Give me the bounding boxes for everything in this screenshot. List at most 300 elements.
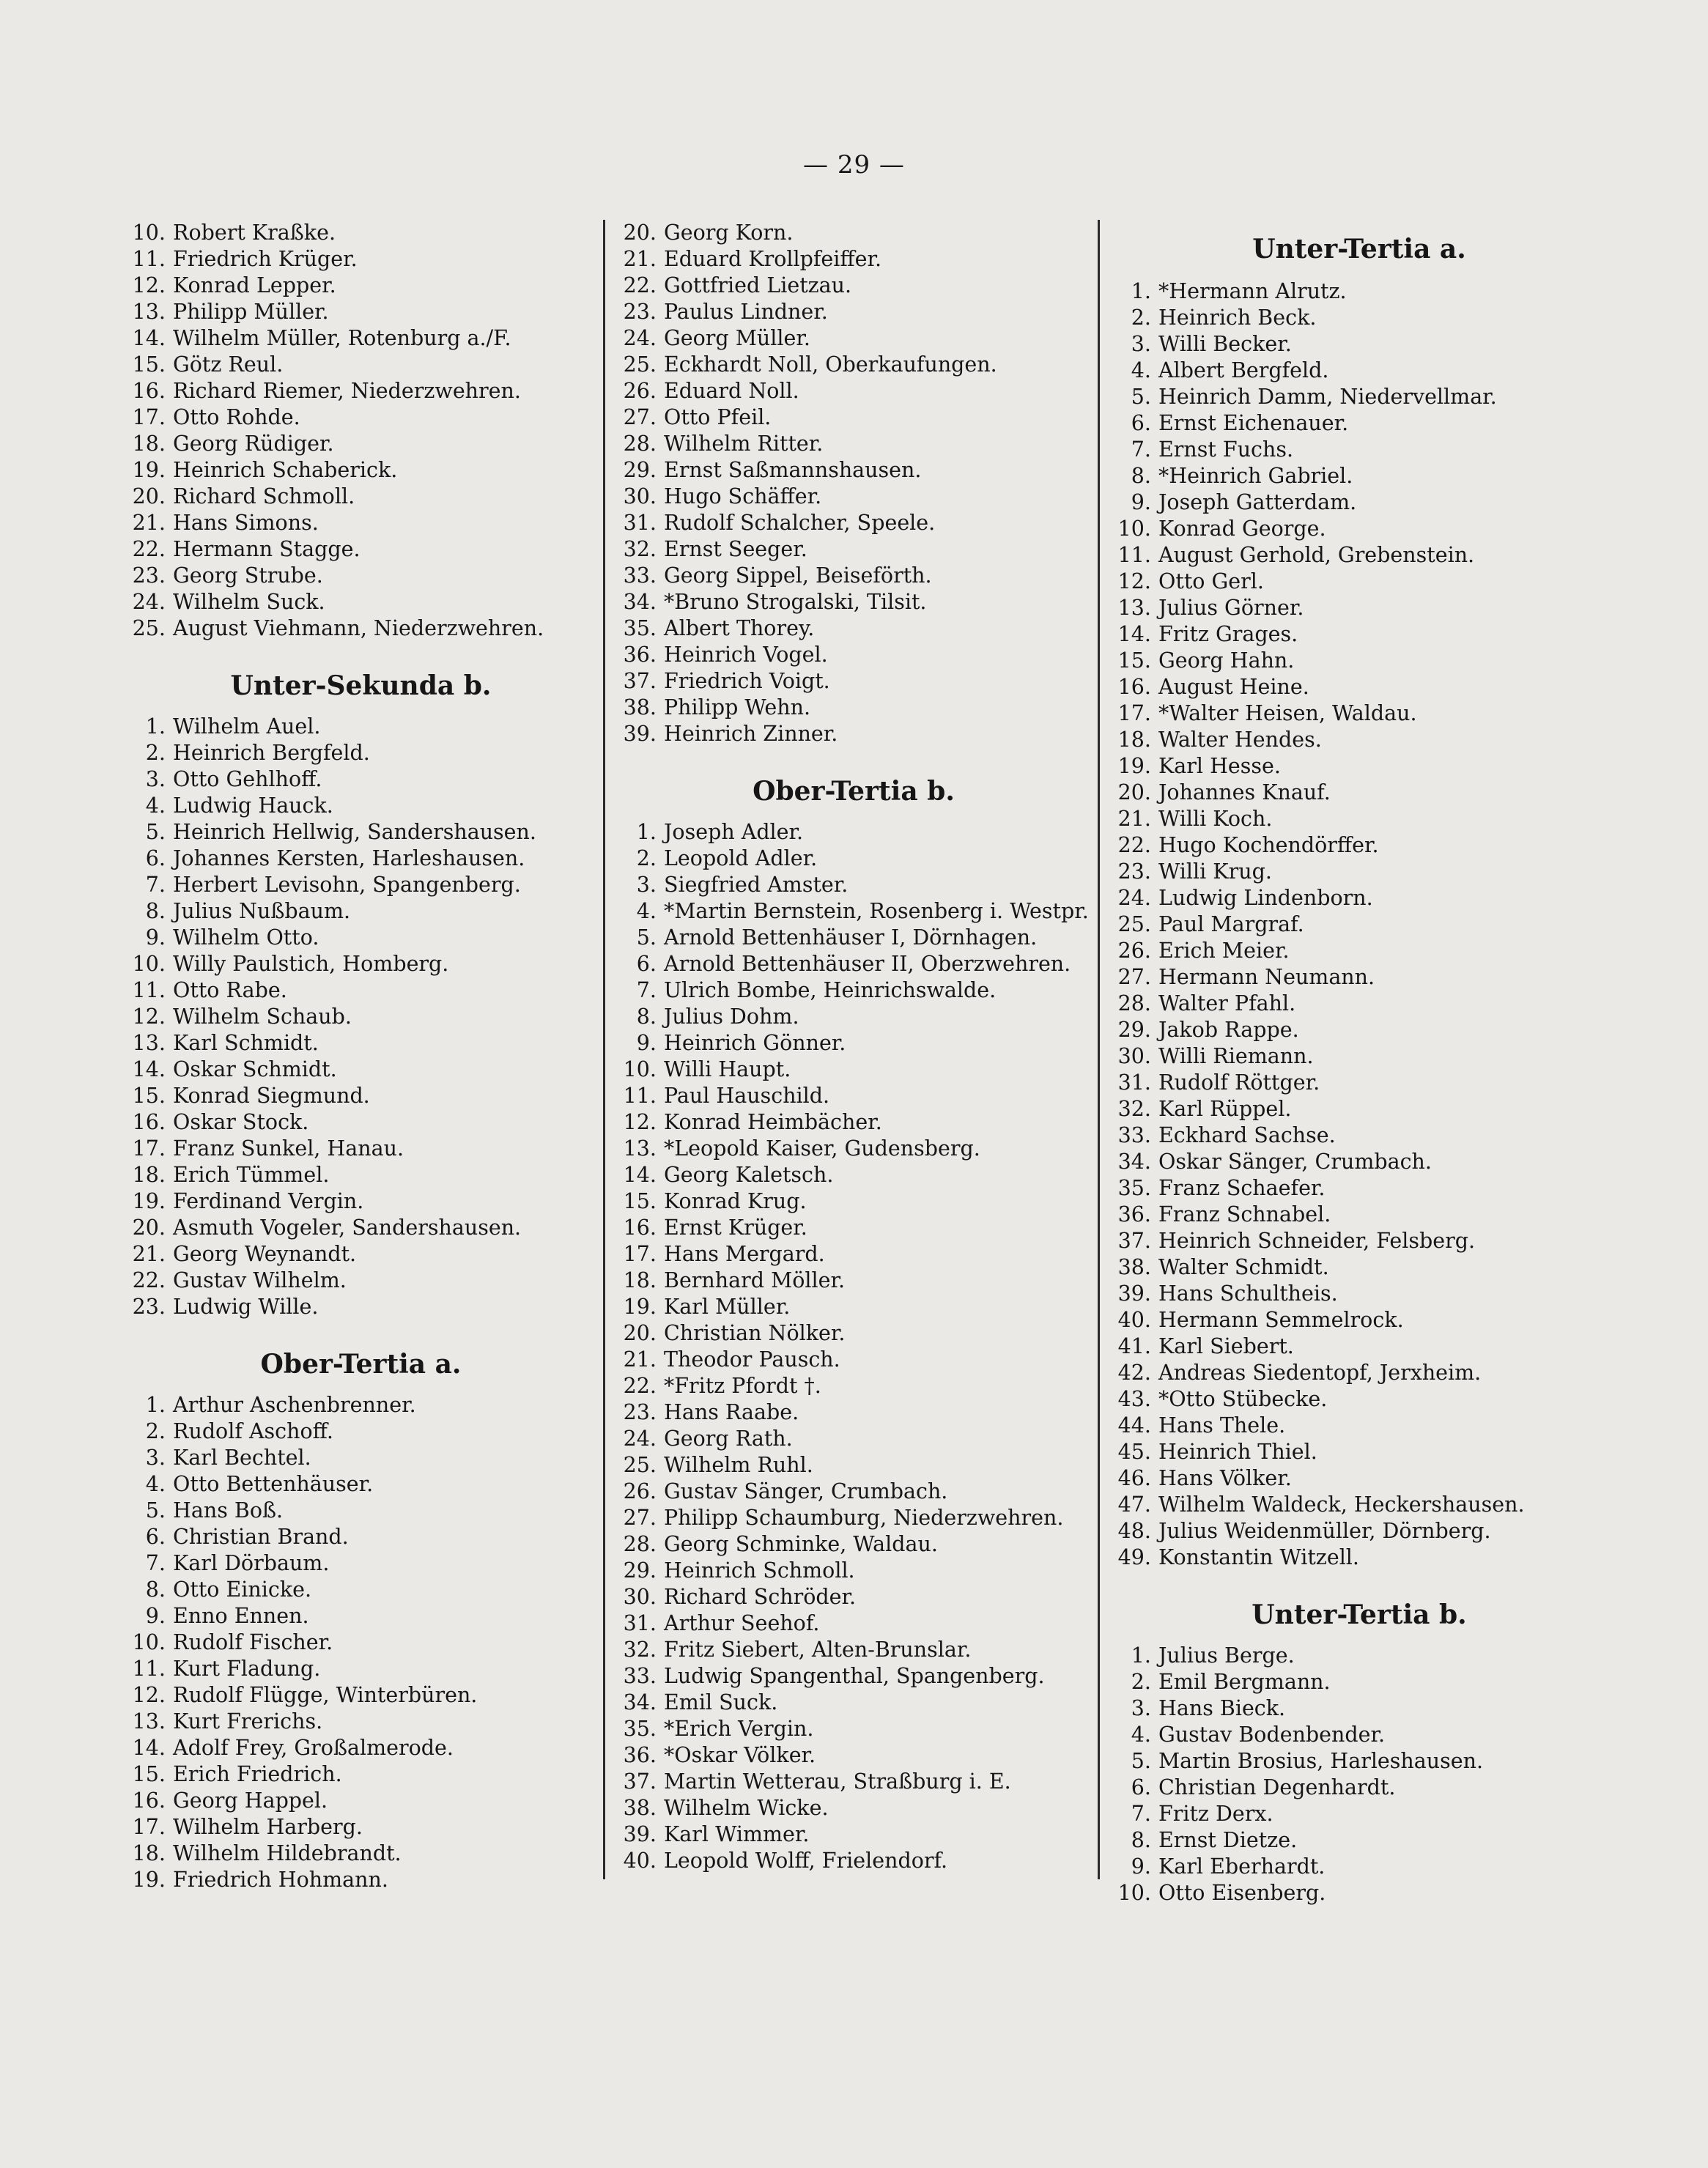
entry-number: 38. <box>623 1796 657 1820</box>
entry-number: 20. <box>1117 780 1151 804</box>
list-item <box>1110 1722 1608 1748</box>
student-name: Georg Sippel, Beiseförth. <box>664 563 932 588</box>
list-item <box>125 1867 597 1893</box>
student-name: Franz Schaefer. <box>1158 1176 1326 1200</box>
list-item <box>125 589 597 615</box>
entry-number: 38. <box>1117 1255 1151 1279</box>
entry-number: 29. <box>1117 1018 1151 1042</box>
entry-number: 29. <box>623 1558 657 1583</box>
column-2 <box>615 220 1092 1874</box>
entry-number: 31. <box>1117 1070 1151 1095</box>
student-name: Johannes Kersten, Harleshausen. <box>173 846 525 870</box>
list-item <box>1110 991 1608 1017</box>
entry-number: 12. <box>1117 569 1151 593</box>
entry-number: 37. <box>1117 1229 1151 1253</box>
student-name: Kurt Frerichs. <box>173 1709 323 1734</box>
list-item <box>125 819 597 846</box>
list-item <box>125 1471 597 1498</box>
list-item <box>615 977 1092 1004</box>
entry-number: 32. <box>623 537 657 561</box>
entry-number: 4. <box>145 1472 166 1496</box>
list-item <box>615 1610 1092 1637</box>
list-item <box>615 1479 1092 1505</box>
list-item <box>615 721 1092 747</box>
list-item <box>125 457 597 484</box>
list-item <box>615 431 1092 457</box>
entry-number: 13. <box>623 1136 657 1161</box>
entry-number: 13. <box>132 1031 166 1055</box>
student-name: Hugo Schäffer. <box>664 484 822 508</box>
student-name: Karl Rüppel. <box>1158 1097 1292 1121</box>
student-name: Wilhelm Otto. <box>173 925 319 950</box>
entry-number: 16. <box>132 379 166 403</box>
entry-number: 12. <box>132 1005 166 1029</box>
student-name: Heinrich Schmoll. <box>664 1558 855 1583</box>
list-item <box>1110 885 1608 911</box>
list-item <box>615 299 1092 325</box>
list-item <box>125 1761 597 1788</box>
student-name: Wilhelm Suck. <box>173 590 325 614</box>
entry-number: 26. <box>623 379 657 403</box>
list-item <box>615 1558 1092 1584</box>
entry-number: 6. <box>636 952 657 976</box>
student-name: Friedrich Voigt. <box>664 669 830 693</box>
student-name: *Oskar Völker. <box>664 1743 816 1767</box>
entry-number: 17. <box>132 405 166 429</box>
student-name: *Bruno Strogalski, Tilsit. <box>664 590 927 614</box>
student-name: Rudolf Röttger. <box>1158 1070 1320 1095</box>
entry-number: 4. <box>145 793 166 818</box>
student-name: Andreas Siedentopf, Jerxheim. <box>1158 1361 1482 1385</box>
list-item <box>615 1268 1092 1294</box>
list-item <box>125 1603 597 1629</box>
student-name: Heinrich Beck. <box>1158 306 1317 330</box>
student-list <box>125 714 597 1320</box>
entry-number: 3. <box>145 767 166 791</box>
student-name: August Viehmann, Niederzwehren. <box>173 616 544 640</box>
entry-number: 14. <box>132 1736 166 1760</box>
list-item <box>1110 1122 1608 1149</box>
list-item <box>1110 1880 1608 1906</box>
student-name: Martin Wetterau, Straßburg i. E. <box>664 1769 1011 1794</box>
entry-number: 5. <box>145 820 166 844</box>
entry-number: 34. <box>623 590 657 614</box>
student-name: Willi Krug. <box>1158 859 1272 884</box>
entry-number: 43. <box>1117 1387 1151 1411</box>
student-name: Gustav Sänger, Crumbach. <box>664 1479 948 1503</box>
student-name: Karl Schmidt. <box>173 1031 319 1055</box>
student-name: Ernst Fuchs. <box>1158 437 1294 462</box>
student-name: Rudolf Fischer. <box>173 1630 333 1654</box>
list-item <box>125 1030 597 1057</box>
list-item <box>1110 1360 1608 1386</box>
entry-number: 39. <box>1117 1281 1151 1306</box>
column-3 <box>1110 220 1608 1906</box>
entry-number: 15. <box>132 1762 166 1786</box>
list-item <box>1110 305 1608 331</box>
student-name: Ernst Seeger. <box>664 537 807 561</box>
student-name: Richard Riemer, Niederzwehren. <box>173 379 521 403</box>
entry-number: 24. <box>623 1427 657 1451</box>
student-name: August Gerhold, Grebenstein. <box>1158 543 1475 567</box>
entry-number: 5. <box>145 1498 166 1523</box>
student-name: Heinrich Vogel. <box>664 643 828 667</box>
student-name: Paulus Lindner. <box>664 300 828 324</box>
entry-number: 15. <box>623 1189 657 1213</box>
list-item <box>615 1821 1092 1848</box>
student-name: Hans Mergard. <box>664 1242 825 1266</box>
entry-number: 4. <box>1131 358 1151 382</box>
list-item <box>125 846 597 872</box>
list-item <box>1110 648 1608 674</box>
student-name: Heinrich Schaberick. <box>173 458 398 482</box>
list-item <box>125 1709 597 1735</box>
student-name: Arthur Seehof. <box>664 1611 820 1635</box>
list-item <box>125 951 597 977</box>
student-name: Walter Pfahl. <box>1158 991 1296 1015</box>
student-name: Albert Bergfeld. <box>1158 358 1329 382</box>
student-name: Hans Völker. <box>1158 1466 1292 1490</box>
student-name: Oskar Sänger, Crumbach. <box>1158 1150 1432 1174</box>
entry-number: 23. <box>623 300 657 324</box>
list-item <box>615 220 1092 246</box>
class-section <box>1110 1571 1608 1906</box>
list-item <box>125 299 597 325</box>
student-name: August Heine. <box>1158 675 1309 699</box>
entry-number: 22. <box>132 1268 166 1292</box>
student-name: Hans Thele. <box>1158 1413 1286 1438</box>
list-item <box>615 1531 1092 1558</box>
entry-number: 5. <box>1131 1749 1151 1773</box>
entry-number: 39. <box>623 722 657 746</box>
entry-number: 13. <box>132 1709 166 1734</box>
entry-number: 19. <box>623 1295 657 1319</box>
student-name: Adolf Frey, Großalmerode. <box>173 1736 454 1760</box>
student-name: Ferdinand Vergin. <box>173 1189 364 1213</box>
student-name: Hermann Stagge. <box>173 537 361 561</box>
list-item <box>125 484 597 510</box>
student-name: *Otto Stübecke. <box>1158 1387 1328 1411</box>
student-name: Christian Nölker. <box>664 1321 846 1345</box>
entry-number: 6. <box>1131 1775 1151 1799</box>
entry-number: 23. <box>623 1400 657 1424</box>
student-name: Heinrich Gönner. <box>664 1031 846 1055</box>
entry-number: 38. <box>623 695 657 719</box>
student-name: Albert Thorey. <box>664 616 815 640</box>
list-item <box>615 1716 1092 1742</box>
student-name: Joseph Gatterdam. <box>1158 490 1357 514</box>
list-item <box>1110 1854 1608 1880</box>
list-item <box>615 1505 1092 1531</box>
list-item <box>1110 1439 1608 1465</box>
student-name: Konrad Krug. <box>664 1189 807 1213</box>
list-item <box>125 1550 597 1577</box>
entry-number: 15. <box>132 352 166 377</box>
list-item <box>1110 1307 1608 1333</box>
list-item <box>1110 1748 1608 1775</box>
student-name: Karl Wimmer. <box>664 1822 810 1846</box>
entry-number: 25. <box>1117 912 1151 936</box>
entry-number: 8. <box>636 1005 657 1029</box>
column-1 <box>125 220 597 1893</box>
student-name: Christian Degenhardt. <box>1158 1775 1396 1799</box>
list-item <box>1110 278 1608 305</box>
student-name: Hugo Kochendörffer. <box>1158 833 1379 857</box>
list-item <box>125 1418 597 1445</box>
list-item <box>1110 1254 1608 1281</box>
student-name: Arthur Aschenbrenner. <box>173 1393 416 1417</box>
entry-number: 40. <box>623 1849 657 1873</box>
student-name: Wilhelm Müller, Rotenburg a./F. <box>173 326 511 350</box>
entry-number: 7. <box>145 873 166 897</box>
entry-number: 28. <box>623 432 657 456</box>
student-name: Oskar Schmidt. <box>173 1057 337 1081</box>
student-name: Konrad Siegmund. <box>173 1084 370 1108</box>
student-name: Georg Weynandt. <box>173 1242 357 1266</box>
list-item <box>1110 489 1608 516</box>
entry-number: 33. <box>623 1664 657 1688</box>
entry-number: 17. <box>623 1242 657 1266</box>
student-list <box>125 1392 597 1893</box>
student-list <box>1110 278 1608 1571</box>
list-item <box>615 615 1092 642</box>
entry-number: 46. <box>1117 1466 1151 1490</box>
list-item <box>125 615 597 642</box>
list-item <box>1110 1281 1608 1307</box>
entry-number: 21. <box>132 511 166 535</box>
list-item <box>125 1629 597 1656</box>
list-item <box>1110 1492 1608 1518</box>
student-name: Georg Schminke, Waldau. <box>664 1532 938 1556</box>
entry-number: 33. <box>1117 1123 1151 1147</box>
student-name: Georg Rath. <box>664 1427 793 1451</box>
page-number: — 29 — <box>803 150 905 180</box>
list-item <box>615 1083 1092 1109</box>
entry-number: 33. <box>623 563 657 588</box>
student-name: Paul Hauschild. <box>664 1084 830 1108</box>
student-name: Georg Strube. <box>173 563 323 588</box>
entry-number: 2. <box>1131 306 1151 330</box>
student-name: Ludwig Spangenthal, Spangenberg. <box>664 1664 1045 1688</box>
list-item <box>615 1584 1092 1610</box>
list-item <box>615 1215 1092 1241</box>
student-name: Hermann Neumann. <box>1158 965 1375 989</box>
entry-number: 6. <box>1131 411 1151 435</box>
entry-number: 8. <box>145 1577 166 1602</box>
student-name: Arnold Bettenhäuser I, Dörnhagen. <box>664 925 1038 950</box>
entry-number: 44. <box>1117 1413 1151 1438</box>
list-item <box>125 352 597 378</box>
list-item <box>1110 1695 1608 1722</box>
entry-number: 4. <box>1131 1723 1151 1747</box>
section-heading: Unter-Sekunda b. <box>230 670 492 701</box>
entry-number: 31. <box>623 511 657 535</box>
student-name: Otto Bettenhäuser. <box>173 1472 374 1496</box>
entry-number: 1. <box>636 820 657 844</box>
entry-number: 7. <box>1131 1802 1151 1826</box>
column-divider <box>603 220 605 1879</box>
list-item <box>125 404 597 431</box>
student-name: Wilhelm Schaub. <box>173 1005 352 1029</box>
student-name: Bernhard Möller. <box>664 1268 846 1292</box>
entry-number: 21. <box>1117 807 1151 831</box>
list-item <box>125 1268 597 1294</box>
list-item <box>615 1030 1092 1057</box>
student-name: Franz Sunkel, Hanau. <box>173 1136 404 1161</box>
list-item <box>1110 832 1608 859</box>
student-name: Gottfried Lietzau. <box>664 273 852 297</box>
student-name: Karl Müller. <box>664 1295 791 1319</box>
student-name: Rudolf Flügge, Winterbüren. <box>173 1683 478 1707</box>
student-name: Eckhardt Noll, Oberkaufungen. <box>664 352 997 377</box>
list-item <box>1110 595 1608 621</box>
entry-number: 17. <box>132 1815 166 1839</box>
student-name: Wilhelm Hildebrandt. <box>173 1841 402 1865</box>
student-list <box>615 819 1092 1874</box>
list-item <box>615 846 1092 872</box>
entry-number: 1. <box>1131 1643 1151 1668</box>
list-item <box>615 1373 1092 1399</box>
student-name: Eduard Noll. <box>664 379 799 403</box>
entry-number: 41. <box>1117 1334 1151 1358</box>
section-heading: Ober-Tertia a. <box>260 1349 462 1380</box>
student-name: Konstantin Witzell. <box>1158 1545 1359 1569</box>
list-item <box>125 1577 597 1603</box>
student-name: Ernst Eichenauer. <box>1158 411 1349 435</box>
entry-number: 39. <box>623 1822 657 1846</box>
entry-number: 12. <box>132 1683 166 1707</box>
entry-number: 9. <box>1131 490 1151 514</box>
entry-number: 10. <box>132 1630 166 1654</box>
entry-number: 27. <box>1117 965 1151 989</box>
student-name: Friedrich Hohmann. <box>173 1868 388 1892</box>
entry-number: 11. <box>132 1657 166 1681</box>
student-name: Karl Siebert. <box>1158 1334 1294 1358</box>
entry-number: 37. <box>623 1769 657 1794</box>
list-item <box>615 246 1092 273</box>
entry-number: 24. <box>1117 886 1151 910</box>
list-item <box>1110 911 1608 938</box>
student-name: Walter Schmidt. <box>1158 1255 1329 1279</box>
student-name: Konrad Heimbächer. <box>664 1110 882 1134</box>
student-list <box>1110 1643 1608 1906</box>
student-name: Wilhelm Wicke. <box>664 1796 829 1820</box>
list-item <box>125 793 597 819</box>
entry-number: 2. <box>145 741 166 765</box>
entry-number: 30. <box>623 1585 657 1609</box>
list-item <box>125 1162 597 1188</box>
section-heading: Unter-Tertia b. <box>1252 1599 1467 1630</box>
student-name: Wilhelm Ritter. <box>664 432 824 456</box>
entry-number: 4. <box>636 899 657 923</box>
entry-number: 18. <box>623 1268 657 1292</box>
list-item <box>1110 542 1608 569</box>
list-item <box>615 457 1092 484</box>
student-name: *Heinrich Gabriel. <box>1158 464 1353 488</box>
student-name: Willi Becker. <box>1158 332 1292 356</box>
student-name: Erich Tümmel. <box>173 1163 330 1187</box>
list-item <box>125 977 597 1004</box>
student-name: Ernst Dietze. <box>1158 1828 1298 1852</box>
list-item <box>615 1663 1092 1690</box>
list-item <box>615 510 1092 536</box>
entry-number: 3. <box>145 1446 166 1470</box>
entry-number: 30. <box>1117 1044 1151 1068</box>
entry-number: 36. <box>623 643 657 667</box>
entry-number: 23. <box>1117 859 1151 884</box>
list-item <box>1110 1070 1608 1096</box>
entry-number: 22. <box>132 537 166 561</box>
entry-number: 3. <box>1131 1696 1151 1720</box>
student-name: Philipp Schaumburg, Niederzwehren. <box>664 1506 1064 1530</box>
entry-number: 30. <box>623 484 657 508</box>
list-item <box>125 1656 597 1682</box>
student-name: Rudolf Aschoff. <box>173 1419 333 1443</box>
entry-number: 9. <box>145 925 166 950</box>
student-name: Leopold Adler. <box>664 846 818 870</box>
entry-number: 23. <box>132 563 166 588</box>
student-name: Wilhelm Auel. <box>173 714 321 739</box>
entry-number: 45. <box>1117 1440 1151 1464</box>
entry-number: 35. <box>1117 1176 1151 1200</box>
entry-number: 21. <box>623 247 657 271</box>
list-item <box>615 1769 1092 1795</box>
student-name: Joseph Adler. <box>664 820 804 844</box>
list-item <box>615 1162 1092 1188</box>
entry-number: 20. <box>132 1216 166 1240</box>
list-item <box>615 1795 1092 1821</box>
student-name: Heinrich Thiel. <box>1158 1440 1317 1464</box>
list-item <box>125 431 597 457</box>
entry-number: 18. <box>1117 728 1151 752</box>
student-name: *Leopold Kaiser, Gudensberg. <box>664 1136 980 1161</box>
student-name: Hans Boß. <box>173 1498 284 1523</box>
list-item <box>1110 1202 1608 1228</box>
list-item <box>615 1004 1092 1030</box>
list-item <box>615 352 1092 378</box>
student-name: Johannes Knauf. <box>1158 780 1331 804</box>
entry-number: 17. <box>132 1136 166 1161</box>
student-name: Konrad Lepper. <box>173 273 336 297</box>
list-item <box>615 642 1092 668</box>
student-name: *Erich Vergin. <box>664 1717 814 1741</box>
student-name: Philipp Wehn. <box>664 695 811 719</box>
list-item <box>615 1690 1092 1716</box>
student-name: Otto Rohde. <box>173 405 300 429</box>
entry-number: 9. <box>636 1031 657 1055</box>
student-name: Richard Schröder. <box>664 1585 857 1609</box>
entry-number: 17. <box>1117 701 1151 725</box>
list-item <box>1110 516 1608 542</box>
list-item <box>125 1083 597 1109</box>
list-item <box>125 1498 597 1524</box>
entry-number: 11. <box>132 978 166 1002</box>
student-name: Gustav Wilhelm. <box>173 1268 347 1292</box>
list-item <box>125 1445 597 1471</box>
entry-number: 21. <box>132 1242 166 1266</box>
list-item <box>1110 938 1608 964</box>
student-name: Ulrich Bombe, Heinrichswalde. <box>664 978 997 1002</box>
list-item <box>615 1399 1092 1426</box>
student-name: Heinrich Zinner. <box>664 722 838 746</box>
student-name: Paul Margraf. <box>1158 912 1304 936</box>
class-section <box>125 1320 597 1893</box>
student-name: Wilhelm Harberg. <box>173 1815 363 1839</box>
entry-number: 15. <box>1117 648 1151 673</box>
student-name: Ernst Saßmannshausen. <box>664 458 922 482</box>
entry-number: 40. <box>1117 1308 1151 1332</box>
student-name: Georg Hahn. <box>1158 648 1295 673</box>
